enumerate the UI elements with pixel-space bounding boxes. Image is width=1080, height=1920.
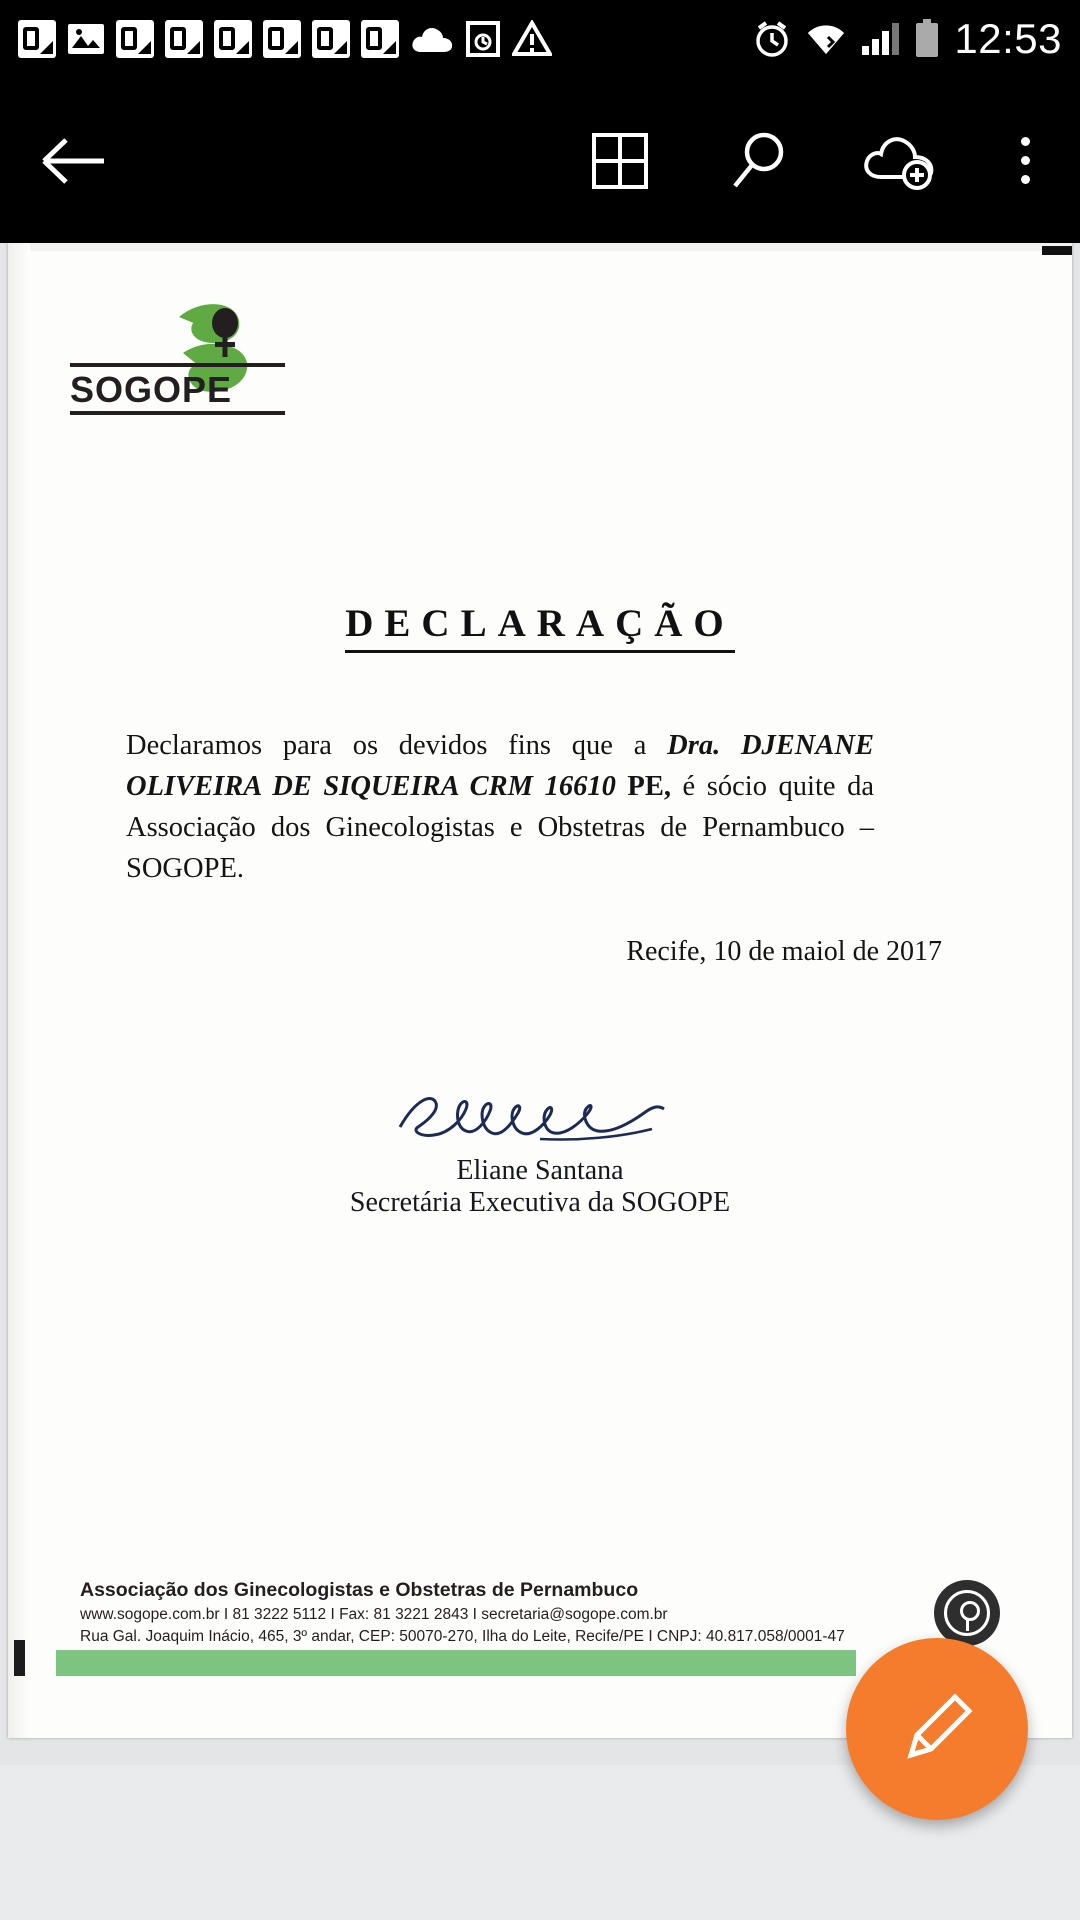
signer-role: Secretária Executiva da SOGOPE [349,1187,731,1218]
footer-green-bar [56,1650,856,1676]
scan-artifact [1042,246,1072,255]
back-button[interactable] [0,136,150,186]
document-place-date: Recife, 10 de maiol de 2017 [626,936,942,967]
mail-badge-icon [165,20,203,58]
mail-badge-icon [263,20,301,58]
document-title [8,601,1072,646]
signer-name: Eliane Santana [456,1155,624,1186]
scan-artifact [14,1640,25,1676]
mail-badge-icon [116,20,154,58]
alarm-icon [752,19,792,59]
footer-title: Associação dos Ginecologistas e Obstetras de Pernambuco [80,1579,639,1601]
kebab-dot [1021,137,1030,146]
document-page [8,243,1072,1738]
search-button[interactable] [690,130,830,192]
mail-badge-icon [312,20,350,58]
wifi-icon [806,21,846,57]
body-subject-name: Dra. DJENANE OLIVEIRA DE SIQUEIRA CRM 16610 [126,730,874,802]
more-options-button[interactable] [970,132,1080,189]
body-prefix: Declaramos para os devidos fins que a [126,730,668,761]
document-body [126,725,874,889]
edit-fab-button[interactable] [846,1638,1028,1820]
logo-rule [70,363,285,367]
logo-rule [70,411,285,415]
signal-icon [860,22,900,56]
signature-block [8,1083,1072,1219]
mail-badge-icon [18,20,56,58]
cloud-icon [410,22,454,56]
scan-edge [8,243,30,1738]
status-notification-icons [18,20,752,58]
kebab-dot [1021,156,1030,165]
warning-icon [512,20,552,58]
logo-wordmark: SOGOPE [70,369,233,410]
status-bar [0,0,1080,78]
kebab-dot [1021,175,1030,184]
screenshot-icon [465,20,501,58]
edit-pencil-icon [889,1681,985,1777]
sogope-logo [70,301,300,421]
footer-address-line: Rua Gal. Joaquim Inácio, 465, 3º andar, CEP: 50070-270, Ilha do Leite, Recife/PE I CNPJ: 40.817.058/0001-47 [80,1628,845,1645]
image-icon [67,20,105,58]
body-suffix: é sócio quite da Associação dos Ginecologistas e Obstetras de Pernambuco – SOGOPE. [126,771,874,884]
footer-contact-line: www.sogope.com.br I 81 3222 5112 I Fax: 81 3221 2843 I secretaria@sogope.com.br [80,1606,668,1623]
status-system-icons [752,15,1062,63]
status-clock: 12:53 [954,15,1062,62]
cloud-upload-button[interactable] [830,131,970,191]
body-subject-state: PE, [615,771,671,802]
app-toolbar [0,78,1080,243]
grid-view-button[interactable] [550,132,690,190]
document-viewer[interactable] [0,243,1080,1765]
sogope-seal-icon [934,1580,1000,1646]
mail-badge-icon [361,20,399,58]
document-title-text: DECLARAÇÃO [345,602,735,653]
battery-icon [914,19,940,59]
handwritten-signature-icon [390,1083,690,1153]
page-edge [8,243,1072,251]
mail-badge-icon [214,20,252,58]
